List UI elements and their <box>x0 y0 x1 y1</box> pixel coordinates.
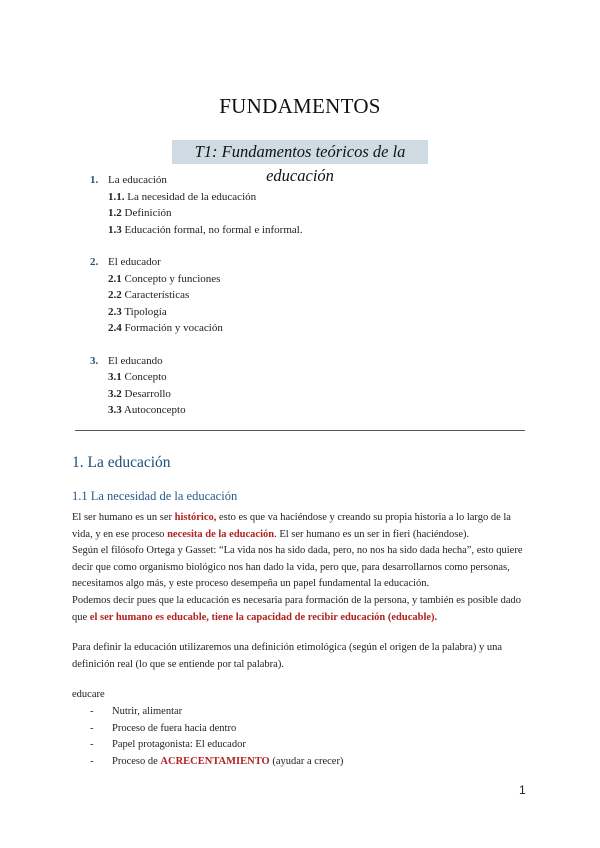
toc-section-label: El educando <box>108 354 163 367</box>
list-item: - Proceso de fuera hacia dentro <box>90 722 237 734</box>
toc-section-number: 3. <box>90 354 99 367</box>
toc-item: 1.2 Definición <box>108 207 172 219</box>
highlight-text: ACRECENTAMIENTO <box>160 755 270 767</box>
paragraph: Para definir la educación utilizaremos una definición etimológica (según el origen de la palabra) y una definición real (lo que se entiende por tal palabra). <box>72 642 503 670</box>
section-body <box>72 510 534 770</box>
page-number: 1 <box>519 783 526 797</box>
toc-section <box>90 254 303 337</box>
bullet-list <box>72 704 534 770</box>
list-item: - Nutrir, alimentar <box>90 705 183 717</box>
toc-item: 2.1 Concepto y funciones <box>108 272 221 285</box>
table-of-contents <box>90 172 303 435</box>
toc-item: 1.3 Educación formal, no formal e informal. <box>108 223 303 236</box>
toc-section-number: 1. <box>90 174 99 186</box>
highlight-text: el ser humano es educable, tiene la capacidad de recibir educación (educable). <box>89 611 438 623</box>
section-divider <box>75 430 525 431</box>
toc-item: 3.1 Concepto <box>108 371 167 383</box>
document-title: FUNDAMENTOS <box>219 94 381 118</box>
subsection-heading: 1.1 La necesidad de la educación <box>72 489 238 503</box>
toc-item: 3.3 Autoconcepto <box>108 404 186 416</box>
list-item: - Papel protagonista: El educador <box>90 739 246 751</box>
paragraph: Según el filósofo Ortega y Gasset: “La vida nos ha sido dada, pero, no nos ha sido dada hecha”, esto quiere decir que como organismo biológico nos han dado la vida, pero que, para desarrollarnos como personas, necesitamos algo más, y este proceso desempeña un papel fundamental la educación. <box>72 545 523 590</box>
toc-item: 3.2 Desarrollo <box>108 387 171 400</box>
paragraph: El ser humano es un ser histórico, esto es que va haciéndose y creando su propia historia a lo largo de la vida, y en ese proceso necesita de la educación. El ser humano es un ser in fieri (haciéndose). <box>72 512 511 540</box>
toc-section <box>90 172 303 238</box>
toc-item: 2.3 Tipología <box>108 305 167 318</box>
toc-section-label: El educador <box>108 256 161 268</box>
highlight-text: necesita de la educación <box>167 528 275 540</box>
document-subtitle: T1: Fundamentos teóricos de la educación <box>172 140 428 164</box>
toc-item: 2.4 Formación y vocación <box>108 322 223 334</box>
toc-item: 2.2 Características <box>108 289 190 301</box>
term-label: educare <box>72 689 105 701</box>
list-item: - Proceso de ACRECENTAMIENTO (ayudar a crecer) <box>90 755 344 767</box>
highlight-text: histórico, <box>174 512 217 523</box>
toc-section-label: La educación <box>108 174 167 186</box>
toc-section <box>90 353 303 419</box>
toc-section-number: 2. <box>90 256 99 268</box>
toc-item: 1.1. La necesidad de la educación <box>108 190 257 203</box>
section-heading: 1. La educación <box>72 454 171 471</box>
paragraph: Podemos decir pues que la educación es necesaria para formación de la persona, y también es posible dado que el ser humano es educable, tiene la capacidad de recibir educación (educable). <box>72 594 521 623</box>
